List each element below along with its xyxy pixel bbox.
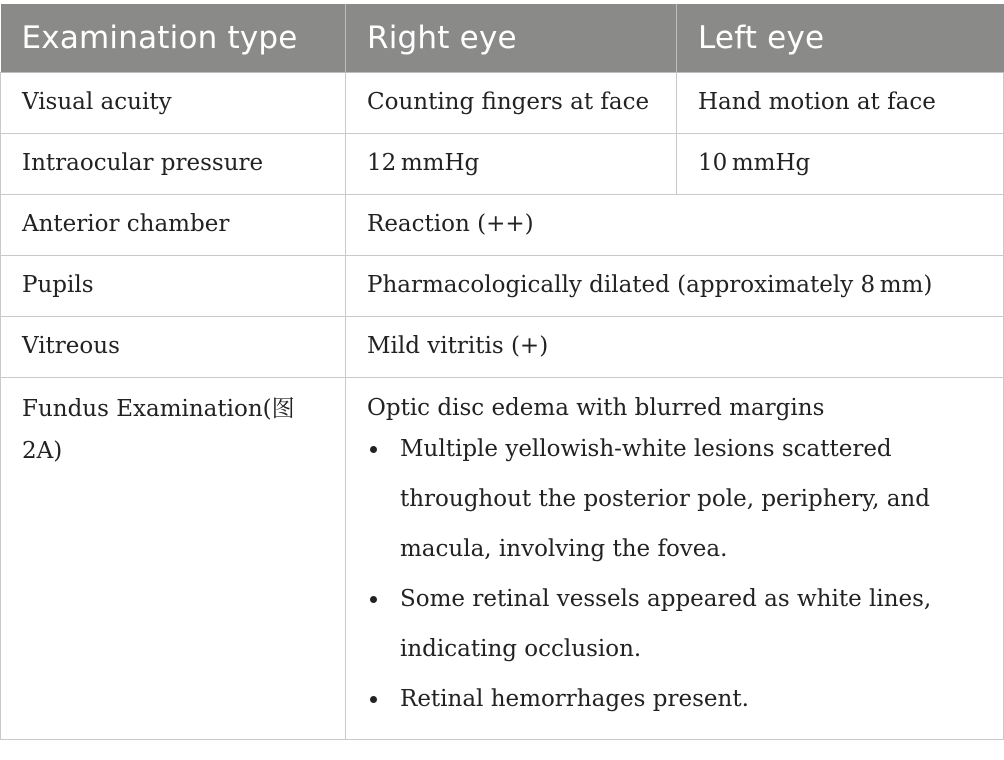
header-left-eye: Left eye: [677, 4, 1004, 72]
row-label-intraocular-pressure: Intraocular pressure: [1, 133, 346, 194]
header-examination-type: Examination type: [1, 4, 346, 72]
fundus-label-text: Fundus Examination(图2A): [22, 395, 295, 464]
iop-left: 10 mmHg: [677, 133, 1004, 194]
table-row: [1, 133, 1004, 194]
list-item: [367, 574, 1003, 674]
header-row: [1, 4, 1004, 72]
fundus-finding-text: Retinal hemorrhages present.: [400, 685, 749, 712]
table-row: [1, 72, 1004, 133]
visual-acuity-right: Counting fingers at face: [346, 72, 677, 133]
table-row: [1, 316, 1004, 377]
table-row: [1, 377, 1004, 739]
anterior-chamber-value: Reaction (++): [346, 194, 1004, 255]
list-item: [367, 424, 1003, 574]
row-label-visual-acuity: Visual acuity: [1, 72, 346, 133]
header-right-eye: Right eye: [346, 4, 677, 72]
table-row: [1, 255, 1004, 316]
visual-acuity-left: Hand motion at face: [677, 72, 1004, 133]
fundus-value: [346, 377, 1004, 739]
fundus-findings-list: [367, 424, 1003, 724]
table-row: [1, 194, 1004, 255]
examination-table: [0, 4, 1004, 740]
row-label-pupils: Pupils: [1, 255, 346, 316]
vitreous-value: Mild vitritis (+): [346, 316, 1004, 377]
fundus-intro: Optic disc edema with blurred margins: [367, 394, 825, 421]
bullet-icon: [370, 696, 377, 703]
row-label-fundus-examination: [1, 377, 346, 739]
pupils-value: Pharmacologically dilated (approximately 8 mm): [346, 255, 1004, 316]
list-item: [367, 674, 1003, 724]
row-label-vitreous: Vitreous: [1, 316, 346, 377]
iop-right: 12 mmHg: [346, 133, 677, 194]
bullet-icon: [370, 446, 377, 453]
bullet-icon: [370, 596, 377, 603]
fundus-finding-text: Multiple yellowish-white lesions scattered throughout the posterior pole, periphery, and macula, involving the fovea.: [400, 435, 930, 562]
fundus-finding-text: Some retinal vessels appeared as white lines, indicating occlusion.: [400, 585, 932, 662]
row-label-anterior-chamber: Anterior chamber: [1, 194, 346, 255]
